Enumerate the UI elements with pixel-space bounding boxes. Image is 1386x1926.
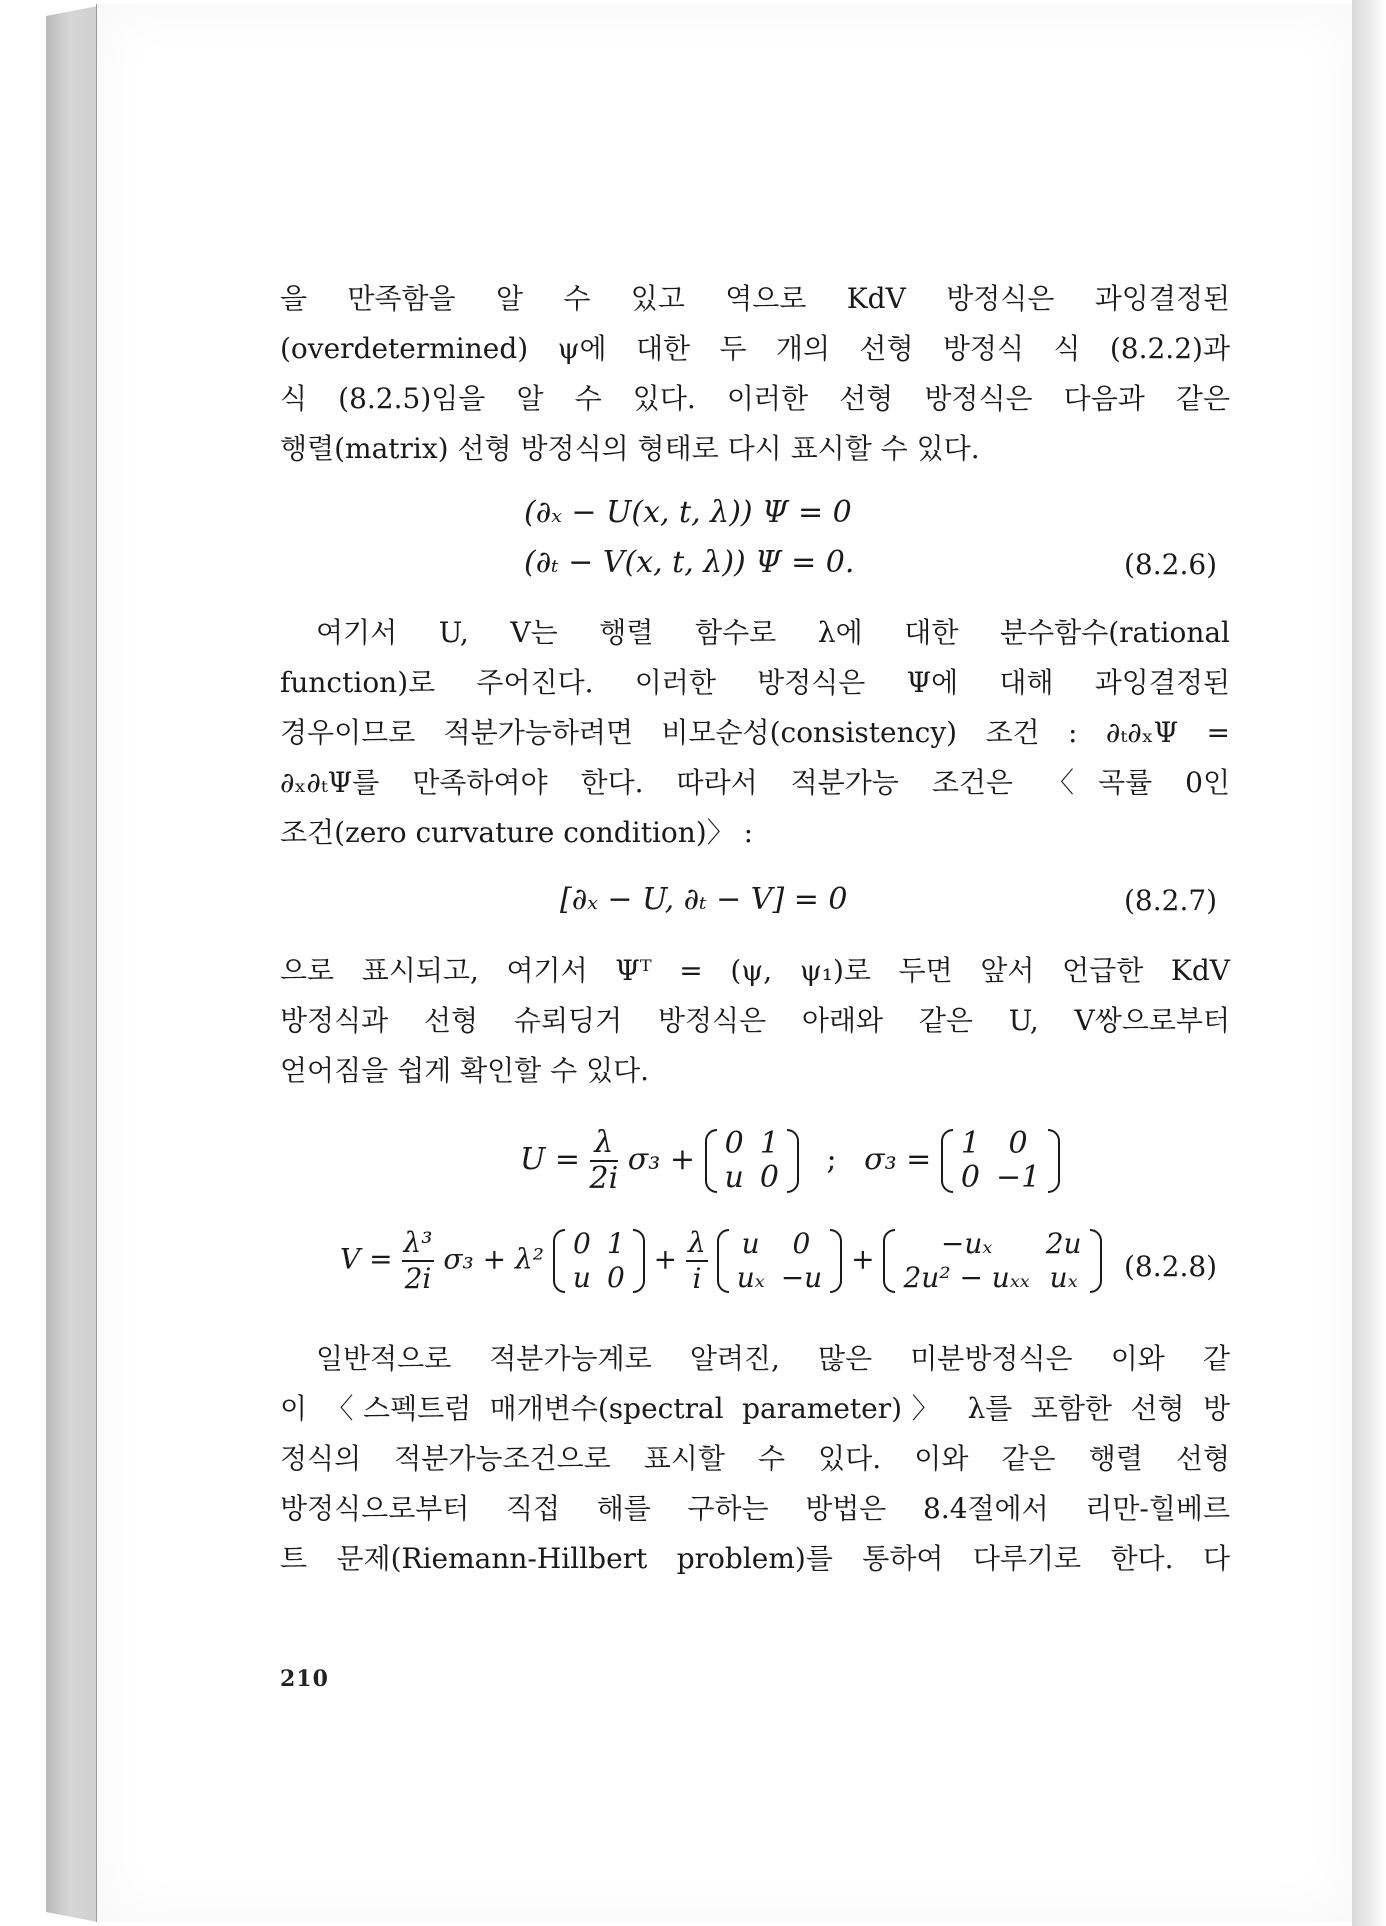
- sigma3-matrix: 1 0 0 −1: [941, 1127, 1060, 1195]
- v-lhs: V =: [340, 1242, 393, 1276]
- text-line: 식 (8.2.5)임을 알 수 있다. 이러한 선형 방정식은 다음과 같은: [280, 382, 1230, 415]
- sigma3: σ₃: [627, 1142, 661, 1177]
- book-spine: [46, 6, 98, 1922]
- sigma3: σ₃: [443, 1242, 474, 1276]
- equation-8-2-7: [∂ₓ − U, ∂ₜ − V] = 0: [560, 882, 848, 917]
- text-line: 행렬(matrix) 선형 방정식의 형태로 다시 표시할 수 있다.: [280, 432, 980, 465]
- v-matrix-2: u 0 uₓ −u: [717, 1227, 842, 1295]
- text-line: 으로 표시되고, 여기서 Ψᵀ = (ψ, ψ₁)로 두면 앞서 언급한 KdV: [280, 954, 1230, 987]
- paragraph-1: [280, 274, 1230, 474]
- equation-number: (8.2.8): [1124, 1250, 1218, 1283]
- text-line: 조건(zero curvature condition)〉 :: [280, 816, 754, 849]
- text-line: (overdetermined) ψ에 대한 두 개의 선형 방정식 식 (8.2.2)과: [280, 332, 1230, 365]
- text-line: 트 문제(Riemann-Hillbert problem)를 통하여 다루기로 한다. 다: [280, 1542, 1230, 1575]
- v-matrix-3: −uₓ 2u 2u² − uₓₓ uₓ: [883, 1227, 1101, 1295]
- fraction: $\frac{\text{λ³}}{2i}$: [403, 1226, 433, 1295]
- text-line: 을 만족함을 알 수 있고 역으로 KdV 방정식은 과잉결정된: [280, 282, 1230, 315]
- equation-8-2-8-v: [340, 1226, 1102, 1296]
- equation-number: (8.2.6): [1124, 548, 1218, 581]
- paragraph-2: [280, 608, 1230, 858]
- text-line: 방정식과 선형 슈뢰딩거 방정식은 아래와 같은 U, V쌍으로부터: [280, 1004, 1230, 1037]
- u-lhs: U =: [520, 1142, 580, 1177]
- equation-number: (8.2.7): [1124, 884, 1218, 917]
- equation-8-2-6-line-1: (∂ₓ − U(x, t, λ)) Ψ = 0: [524, 495, 852, 530]
- plus-sign: +: [851, 1242, 875, 1276]
- text-line: 경우이므로 적분가능하려면 비모순성(consistency) 조건 : ∂ₜ∂ₓΨ =: [280, 716, 1230, 749]
- text-line: 얻어짐을 쉽게 확인할 수 있다.: [280, 1054, 650, 1087]
- fraction: $\frac{\lambda}{i}$: [688, 1226, 706, 1295]
- separator: ;: [826, 1142, 837, 1177]
- equation-8-2-8-u: [520, 1126, 1060, 1196]
- plus-sign: +: [653, 1242, 678, 1276]
- equation-8-2-6-line-2: (∂ₜ − V(x, t, λ)) Ψ = 0.: [524, 545, 855, 580]
- sigma3-definition: σ₃ =: [864, 1142, 932, 1177]
- paragraph-3: [280, 946, 1230, 1096]
- text-line: 정식의 적분가능조건으로 표시할 수 있다. 이와 같은 행렬 선형: [280, 1442, 1230, 1475]
- v-matrix-1: 0 1 u 0: [553, 1227, 645, 1295]
- fraction: $\frac{\lambda}{2i}$: [589, 1125, 619, 1196]
- paragraph-4: [280, 1334, 1230, 1584]
- text-line: function)로 주어진다. 이러한 방정식은 Ψ에 대해 과잉결정된: [280, 666, 1230, 699]
- plus-sign: +: [669, 1142, 695, 1177]
- page-number: 210: [280, 1666, 329, 1692]
- book-edge: [1352, 0, 1386, 1926]
- text-line: 방정식으로부터 직접 해를 구하는 방법은 8.4절에서 리만-힐베르: [280, 1492, 1230, 1525]
- text-line: 일반적으로 적분가능계로 알려진, 많은 미분방정식은 이와 같: [316, 1342, 1230, 1375]
- text-line: 이 〈스펙트럼 매개변수(spectral parameter)〉 λ를 포함한 선형 방: [280, 1392, 1230, 1425]
- text-line: 여기서 U, V는 행렬 함수로 λ에 대한 분수함수(rational: [316, 616, 1230, 649]
- u-matrix: 0 1 u 0: [705, 1127, 799, 1195]
- lambda-squared: + λ²: [482, 1242, 544, 1276]
- text-line: ∂ₓ∂ₜΨ를 만족하여야 한다. 따라서 적분가능 조건은 〈곡률 0인: [280, 766, 1230, 799]
